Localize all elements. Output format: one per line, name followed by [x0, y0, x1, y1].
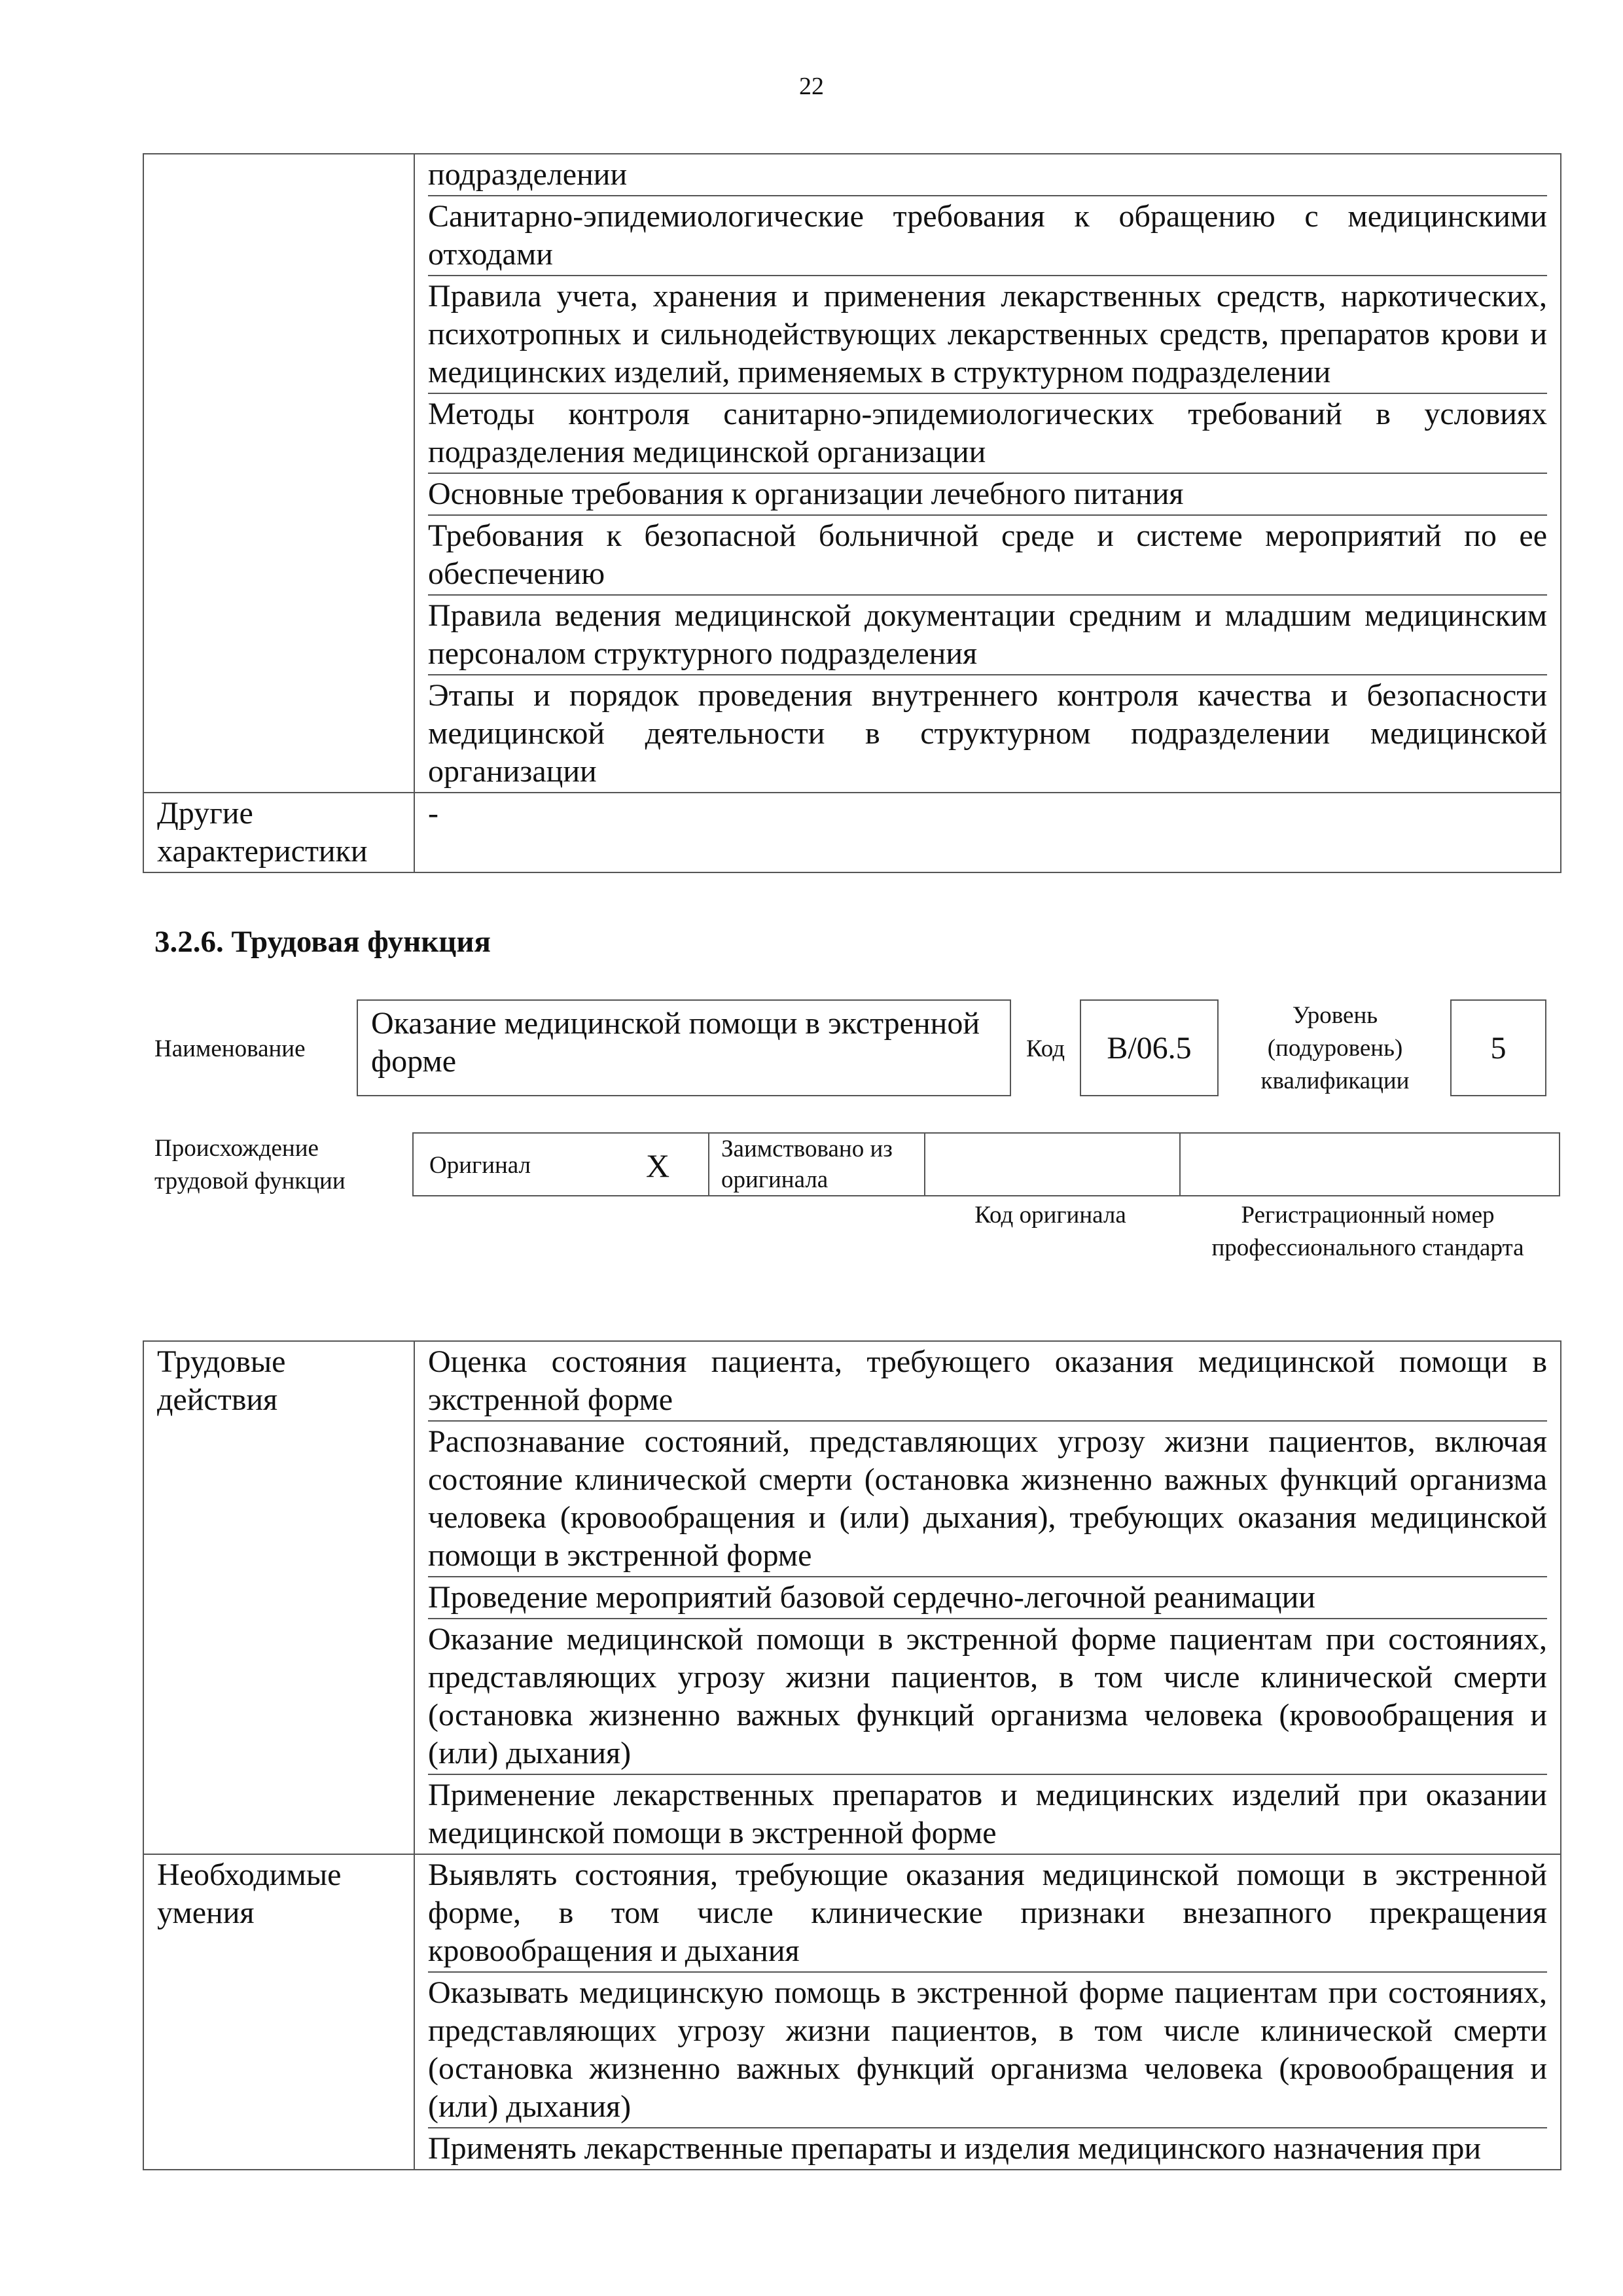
actions-list — [428, 1342, 1547, 1854]
list-item: Требования к безопасной больничной среде и системе мероприятий по ее обеспечению — [428, 514, 1547, 594]
list-item: Методы контроля санитарно-эпидемиологических требований в условиях подразделения медицинской организации — [428, 393, 1547, 473]
labor-actions-table — [143, 1340, 1561, 2170]
list-item: Оказывать медицинскую помощь в экстренной форме пациентам при состояниях, представляющих угрозу жизни пациентов, в том числе клинической смерти (остановка жизненно важных функций организма человека (кровообращения и (или) дыхания) — [428, 1971, 1547, 2127]
name-value: Оказание медицинской помощи в экстренной форме — [357, 999, 1011, 1096]
section-heading: 3.2.6. Трудовая функция — [154, 925, 491, 959]
page-number: 22 — [799, 73, 824, 100]
skills-list — [428, 1855, 1547, 2169]
list-item: Оценка состояния пациента, требующего оказания медицинской помощи в экстренной форме — [428, 1344, 1547, 1417]
list-item: Применять лекарственные препараты и изделия медицинского назначения при — [428, 2127, 1547, 2169]
other-characteristics-label: Другие характеристики — [143, 793, 414, 872]
actions-label: Трудовые действия — [143, 1341, 414, 1854]
level-label: Уровень (подуровень) квалификации — [1260, 1002, 1410, 1094]
original-label: Оригинал — [429, 1152, 531, 1179]
list-item: Применение лекарственных препаратов и медицинских изделий при оказании медицинской помощи в экстренной форме — [428, 1774, 1547, 1854]
list-item: Основные требования к организации лечебного питания — [428, 473, 1547, 514]
code-original-caption: Код оригинала — [974, 1202, 1126, 1229]
code-label: Код — [1026, 1035, 1065, 1062]
name-label: Наименование — [154, 1035, 306, 1062]
knowledge-table — [143, 153, 1561, 873]
list-item: подразделении — [428, 157, 628, 192]
knowledge-label-cell — [143, 154, 414, 793]
level-value: 5 — [1450, 999, 1546, 1096]
list-item: Выявлять состояния, требующие оказания медицинской помощи в экстренной форме, в том числе клинические признаки внезапного прекращения кровообращения и дыхания — [428, 1857, 1547, 1968]
original-mark: X — [646, 1147, 670, 1184]
borrowed-label: Заимствовано из оригинала — [721, 1136, 893, 1193]
code-value: В/06.5 — [1080, 999, 1219, 1096]
origin-label: Происхождение трудовой функции — [154, 1135, 346, 1194]
actions-cell — [414, 1341, 1561, 1854]
list-item: Проведение мероприятий базовой сердечно-легочной реанимации — [428, 1576, 1547, 1618]
other-characteristics-value: - — [414, 793, 1561, 872]
list-item: Распознавание состояний, представляющих угрозу жизни пациентов, включая состояние клинической смерти (остановка жизненно важных функций организма человека (кровообращения и (или) дыхания), требующих оказания медицинской помощи в экстренной форме — [428, 1420, 1547, 1576]
skills-label: Необходимые умения — [143, 1854, 414, 2170]
skills-cell — [414, 1854, 1561, 2170]
list-item: Правила ведения медицинской документации средним и младшим медицинским персоналом структурного подразделения — [428, 594, 1547, 674]
list-item: Этапы и порядок проведения внутреннего контроля качества и безопасности медицинской деятельности в структурном подразделении медицинской организации — [428, 674, 1547, 792]
knowledge-cell — [414, 154, 1561, 793]
list-item: Оказание медицинской помощи в экстренной форме пациентам при состояниях, представляющих угрозу жизни пациентов, в том числе клинической смерти (остановка жизненно важных функций организма человека (кровообращения и (или) дыхания) — [428, 1618, 1547, 1774]
knowledge-list — [428, 154, 1547, 792]
list-item: Правила учета, хранения и применения лекарственных средств, наркотических, психотропных и сильнодействующих лекарственных средств, препаратов крови и медицинских изделий, применяемых в структурном подразделении — [428, 275, 1547, 393]
reg-number-caption: Регистрационный номер профессионального стандарта — [1211, 1202, 1524, 1261]
origin-box — [412, 1132, 1560, 1196]
list-item: Санитарно-эпидемиологические требования к обращению с медицинскими отходами — [428, 195, 1547, 275]
